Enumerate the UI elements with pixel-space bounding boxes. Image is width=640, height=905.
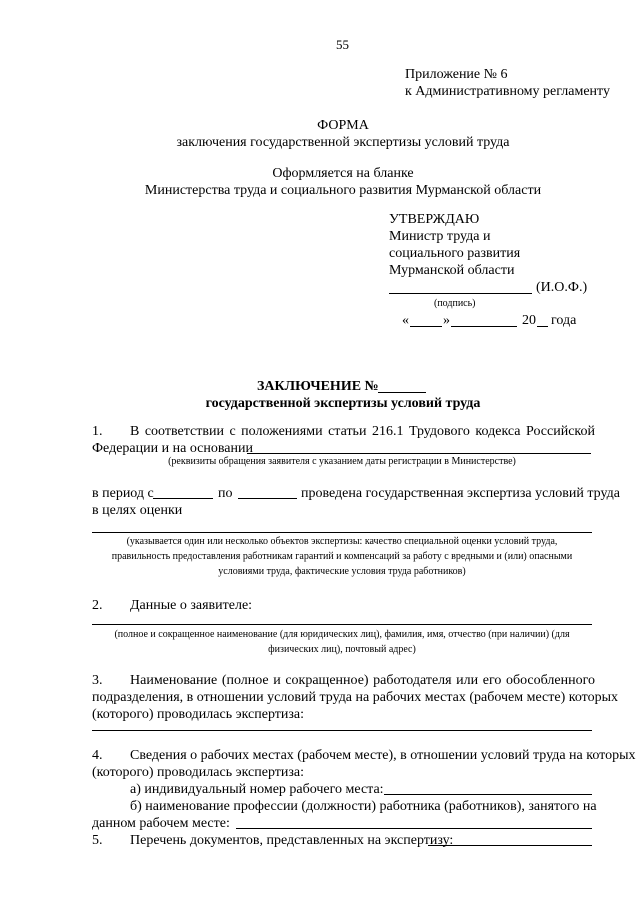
approval-year-prefix: 20	[522, 313, 536, 328]
approval-line-2: социального развития	[389, 246, 521, 261]
approval-month-line	[451, 326, 517, 327]
section-4-line-2: (которого) проводилась экспертиза:	[92, 765, 305, 780]
objects-caption-1: (указывается один или несколько объектов экспертизы: качество специальной оценки условий труда,	[126, 536, 558, 547]
section-4-line-1: Сведения о рабочих местах (рабочем месте), в отношении условий труда на которых	[130, 748, 636, 763]
objects-line	[92, 532, 592, 533]
objects-caption-3: условиями труда, фактические условия труда работников)	[218, 566, 466, 577]
approval-heading: УТВЕРЖДАЮ	[389, 212, 480, 227]
workplace-number-line	[384, 794, 592, 795]
section-2-caption-1: (полное и сокращенное наименование (для юридических лиц), фамилия, имя, отчество (при наличии) (для	[114, 629, 570, 640]
profession-line	[236, 828, 592, 829]
blank-note-line-2: Министерства труда и социального развития Мурманской области	[144, 183, 542, 198]
period-rest-text: проведена государственная экспертиза условий труда	[301, 486, 620, 501]
form-title: ФОРМА	[317, 118, 369, 133]
section-1-number: 1.	[92, 424, 103, 439]
section-4-item-b-line-1: б) наименование профессии (должности) работника (работников), занятого на	[130, 799, 597, 814]
section-1-line-1: В соответствии с положениями статьи 216.1 Трудового кодекса Российской	[130, 424, 595, 439]
section-3-line-2: подразделения, в отношении условий труда на рабочих местах (рабочем месте) которых	[92, 690, 619, 705]
section-2-number: 2.	[92, 598, 103, 613]
appendix-line-1: Приложение № 6	[405, 67, 508, 82]
approval-date-close-quote: »	[443, 313, 450, 328]
conclusion-subtitle: государственной экспертизы условий труда	[205, 396, 481, 411]
section-4-item-b-line-2: данном рабочем месте:	[92, 816, 230, 831]
section-5-text: Перечень документов, представленных на экспертизу:	[130, 833, 454, 848]
approval-line-3: Мурманской области	[389, 263, 515, 278]
purpose-text: в целях оценки	[92, 503, 183, 518]
approval-date-open-quote: «	[402, 313, 409, 328]
form-subtitle: заключения государственной экспертизы условий труда	[176, 135, 510, 150]
page-number: 55	[336, 37, 349, 52]
signature-line	[389, 293, 532, 294]
section-2-caption-2: физических лиц), почтовый адрес)	[268, 644, 416, 655]
section-3-line-3: (которого) проводилась экспертиза:	[92, 707, 305, 722]
objects-caption-2: правильность предоставления работникам гарантий и компенсаций за работу с вредными и (или) опасными	[111, 551, 573, 562]
period-from-line	[153, 498, 213, 499]
employer-line	[92, 730, 592, 731]
applicant-line	[92, 624, 592, 625]
section-1-basis-line	[247, 453, 591, 454]
blank-note-line-1: Оформляется на бланке	[272, 166, 414, 181]
section-3-number: 3.	[92, 673, 103, 688]
approval-year-line	[537, 326, 548, 327]
period-from-label: в период с	[92, 486, 154, 501]
approval-name-label: (И.О.Ф.)	[536, 280, 588, 295]
period-to-line	[238, 498, 297, 499]
section-2-text: Данные о заявителе:	[130, 598, 253, 613]
section-4-item-a: а) индивидуальный номер рабочего места:	[130, 782, 384, 797]
section-3-line-1: Наименование (полное и сокращенное) работодателя или его обособленного	[130, 673, 595, 688]
approval-year-suffix: года	[551, 313, 577, 328]
section-1-caption: (реквизиты обращения заявителя с указанием даты регистрации в Министерстве)	[168, 456, 516, 467]
section-5-number: 5.	[92, 833, 103, 848]
approval-day-line	[410, 326, 442, 327]
section-1-line-2: Федерации и на основании	[92, 441, 253, 456]
conclusion-number-line	[378, 392, 426, 393]
conclusion-title: ЗАКЛЮЧЕНИЕ №	[257, 379, 379, 394]
signature-caption: (подпись)	[434, 298, 476, 309]
section-4-number: 4.	[92, 748, 103, 763]
appendix-line-2: к Административному регламенту	[405, 84, 610, 99]
documents-line	[428, 845, 592, 846]
approval-line-1: Министр труда и	[389, 229, 491, 244]
period-to-label: по	[218, 486, 233, 501]
